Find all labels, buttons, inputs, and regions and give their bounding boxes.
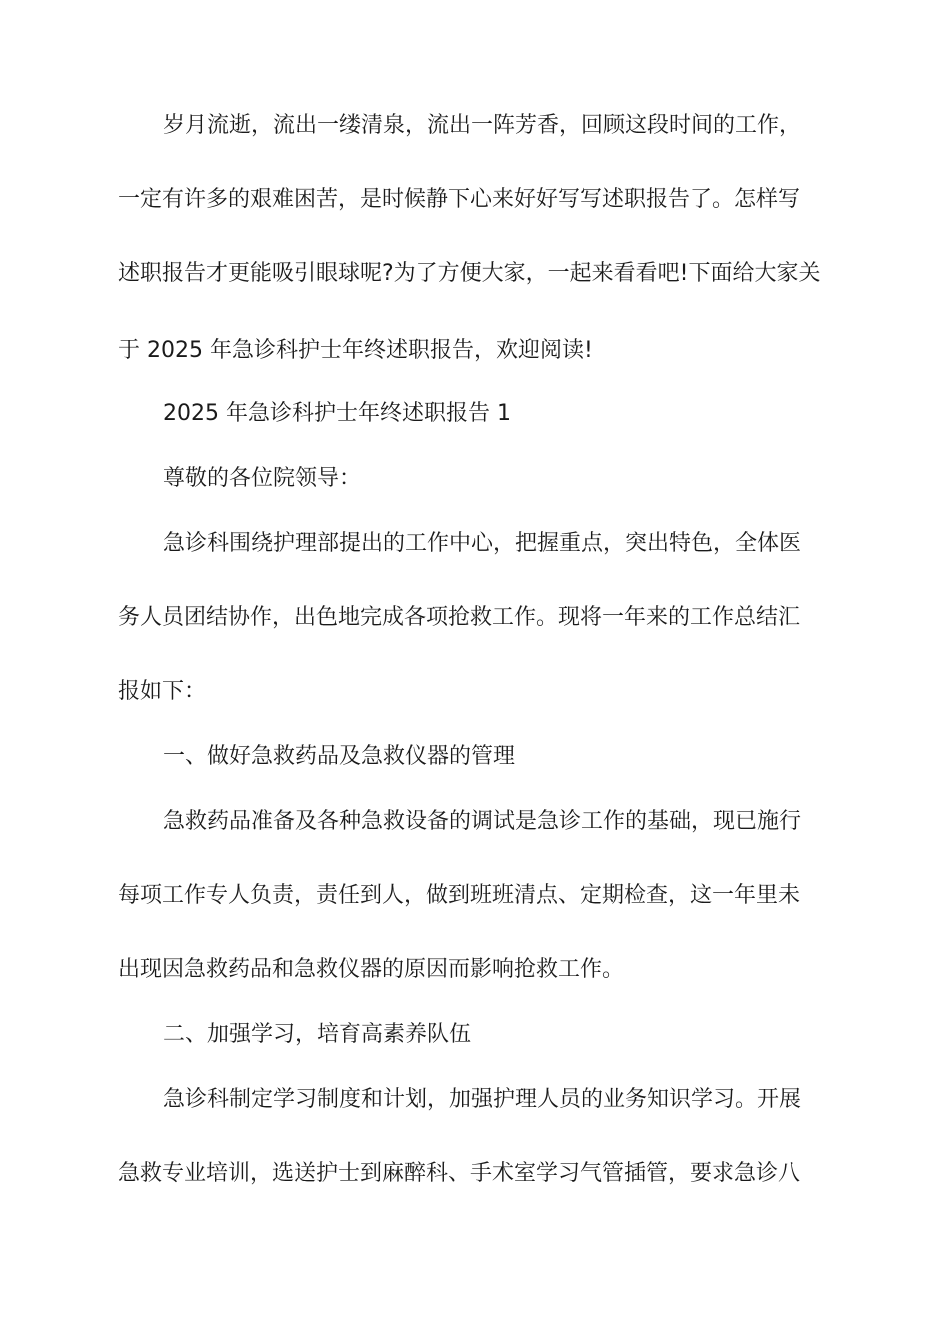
- intro-line-4: 于 2025 年急诊科护士年终述职报告，欢迎阅读!: [118, 338, 593, 363]
- report-title: 2025 年急诊科护士年终述职报告 1: [163, 401, 511, 426]
- intro-line-2: 一定有许多的艰难困苦，是时候静下心来好好写写述职报告了。怎样写: [118, 187, 801, 212]
- para3-line-2: 急救专业培训，选送护士到麻醉科、手术室学习气管插管，要求急诊八: [118, 1161, 801, 1186]
- para2-line-1: 急救药品准备及各种急救设备的调试是急诊工作的基础，现已施行: [163, 809, 802, 834]
- para1-line-1: 急诊科围绕护理部提出的工作中心，把握重点，突出特色，全体医: [163, 531, 802, 556]
- para3-line-1: 急诊科制定学习制度和计划，加强护理人员的业务知识学习。开展: [163, 1087, 802, 1112]
- salutation: 尊敬的各位院领导：: [163, 466, 362, 491]
- section2-heading: 二、加强学习，培育高素养队伍: [163, 1022, 472, 1047]
- para1-line-3: 报如下：: [118, 679, 207, 704]
- para1-line-2: 务人员团结协作，出色地完成各项抢救工作。现将一年来的工作总结汇: [118, 605, 801, 630]
- intro-line-3: 述职报告才更能吸引眼球呢?为了方便大家，一起来看看吧!下面给大家关: [118, 261, 821, 286]
- intro-line-1: 岁月流逝，流出一缕清泉，流出一阵芳香，回顾这段时间的工作，: [163, 113, 802, 138]
- section1-heading: 一、做好急救药品及急救仪器的管理: [163, 744, 516, 769]
- para2-line-3: 出现因急救药品和急救仪器的原因而影响抢救工作。: [118, 957, 625, 982]
- para2-line-2: 每项工作专人负责，责任到人，做到班班清点、定期检查，这一年里未: [118, 883, 801, 908]
